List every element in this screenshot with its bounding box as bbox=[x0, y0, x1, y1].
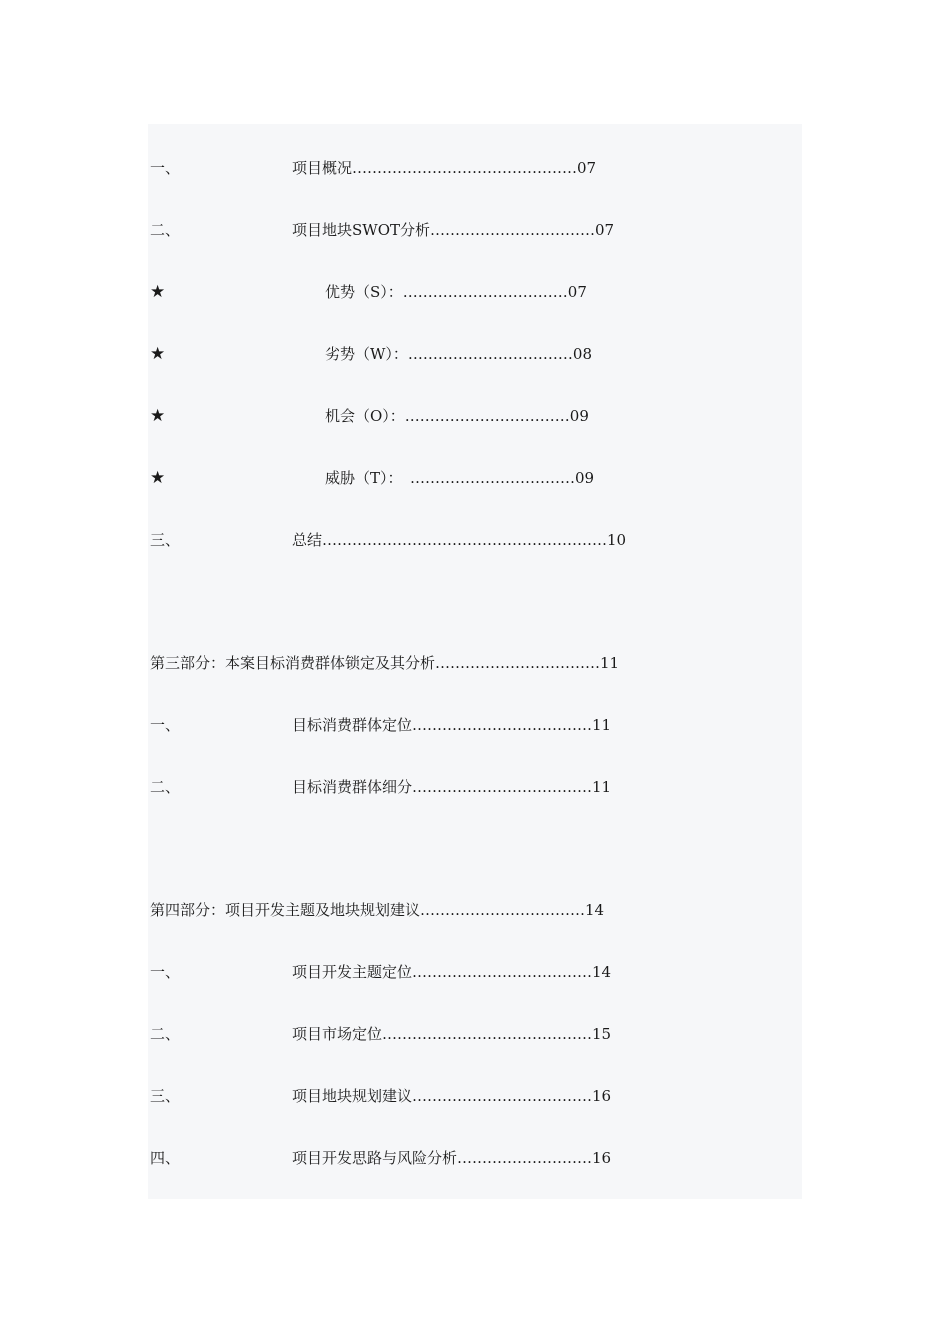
toc-entry-target-segmentation[interactable]: 目标消费群体细分………………………………11 bbox=[292, 778, 612, 796]
toc-entry-development-risk[interactable]: 项目开发思路与风险分析………………………16 bbox=[292, 1149, 612, 1167]
star-icon: ★ bbox=[150, 406, 166, 426]
toc-entry-weaknesses[interactable]: 劣势（W）：……………………………08 bbox=[325, 345, 593, 363]
star-icon: ★ bbox=[150, 344, 166, 364]
toc-marker: 一、 bbox=[150, 159, 181, 177]
toc-part4-heading[interactable]: 第四部分：项目开发主题及地块规划建议……………………………14 bbox=[150, 901, 605, 919]
toc-entry-strengths[interactable]: 优势（S）：……………………………07 bbox=[325, 283, 587, 301]
toc-marker: 一、 bbox=[150, 963, 181, 981]
toc-marker: 三、 bbox=[150, 531, 181, 549]
toc-entry-target-positioning[interactable]: 目标消费群体定位………………………………11 bbox=[292, 716, 612, 734]
toc-marker: 二、 bbox=[150, 1025, 181, 1043]
toc-marker: 二、 bbox=[150, 221, 181, 239]
toc-entry-land-planning[interactable]: 项目地块规划建议………………………………16 bbox=[292, 1087, 612, 1105]
toc-marker: 三、 bbox=[150, 1087, 181, 1105]
toc-marker: 一、 bbox=[150, 716, 181, 734]
toc-entry-project-overview[interactable]: 项目概况………………………………………07 bbox=[292, 159, 597, 177]
toc-entry-threats[interactable]: 威胁（T）： ……………………………09 bbox=[325, 469, 595, 487]
toc-entry-market-positioning[interactable]: 项目市场定位……………………………………15 bbox=[292, 1025, 612, 1043]
toc-entry-opportunities[interactable]: 机会（O）：……………………………09 bbox=[325, 407, 589, 425]
toc-entry-development-theme[interactable]: 项目开发主题定位………………………………14 bbox=[292, 963, 612, 981]
toc-marker: 四、 bbox=[150, 1149, 181, 1167]
toc-marker: 二、 bbox=[150, 778, 181, 796]
star-icon: ★ bbox=[150, 282, 166, 302]
star-icon: ★ bbox=[150, 468, 166, 488]
toc-entry-swot-analysis[interactable]: 项目地块SWOT分析……………………………07 bbox=[292, 221, 615, 239]
toc-entry-summary[interactable]: 总结…………………………………………………10 bbox=[292, 531, 627, 549]
toc-part3-heading[interactable]: 第三部分：本案目标消费群体锁定及其分析……………………………11 bbox=[150, 654, 620, 672]
